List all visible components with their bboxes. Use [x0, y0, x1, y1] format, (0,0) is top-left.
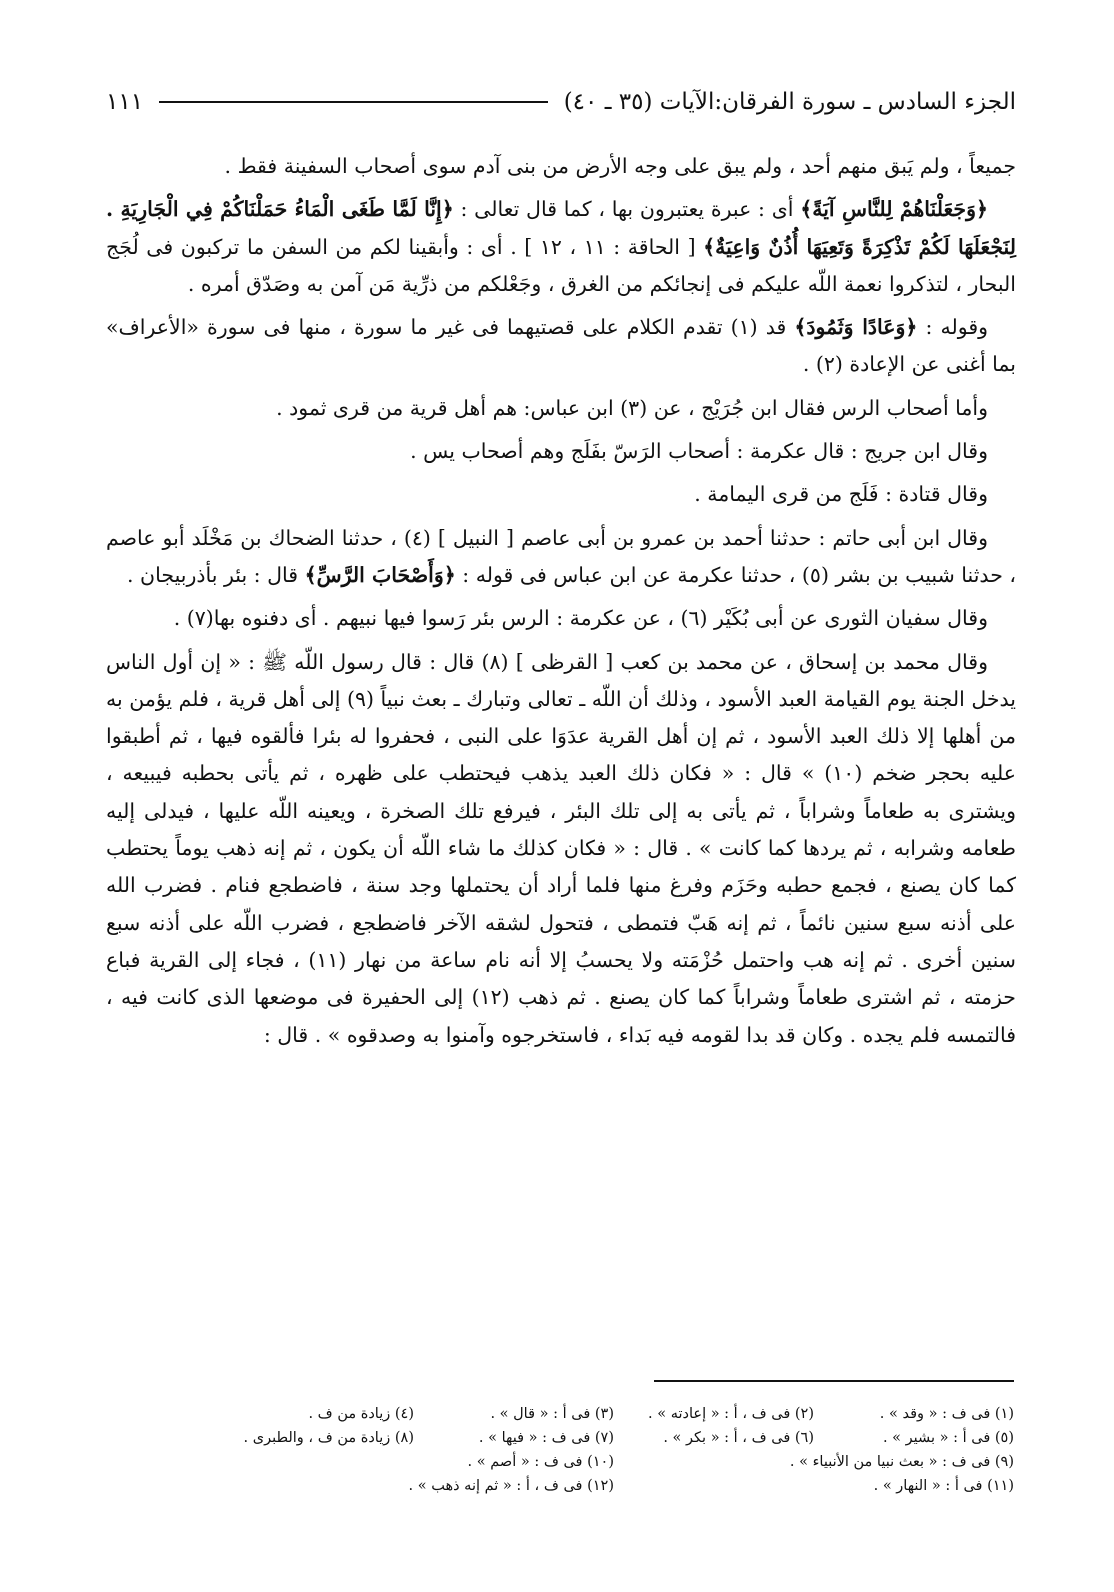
- paragraph: [106, 309, 1016, 384]
- running-header: [106, 82, 1016, 122]
- paragraph-text: قد (١) تقدم الكلام على قصتيهما فى غير ما سورة ، منها فى سورة «الأعراف» بما أغنى عن الإعادة (٢) .: [106, 315, 1016, 377]
- paragraph-text: [ الحاقة : ١١ ، ١٢ ] . أى : وأبقينا لكم من السفن ما تركبون فى لُجَج البحار ، لتذكروا نعمة اللّه عليكم فى إنجائكم من الغرق ، وجَعْلكم من ذرِّية مَن آمن به وصَدّق أمره .: [106, 234, 1016, 296]
- footnote: (٥) فى أ : « بشير » .: [882, 1430, 1014, 1446]
- paragraph-text: أى : عبرة يعتبرون بها ، كما قال تعالى :: [453, 197, 801, 222]
- footnote: (٦) فى ف ، أ : « بكر » .: [663, 1430, 814, 1446]
- paragraph: [106, 390, 1016, 427]
- paragraph: [106, 644, 1016, 1054]
- main-text: [106, 148, 1016, 1060]
- quran-verse: ﴿وَأَصْحَابَ الرَّسِّ﴾: [304, 562, 456, 587]
- page-number: ١١١: [106, 89, 144, 115]
- footnote: (١١) فى أ : « النهار » .: [873, 1478, 1014, 1494]
- footnote-separator: [654, 1380, 1014, 1382]
- footnote: (٩) فى ف : « بعث نبيا من الأنبياء » .: [789, 1454, 1014, 1470]
- header-rule: [159, 101, 548, 103]
- footnote-row: [110, 1474, 1014, 1498]
- footnote-row: [110, 1402, 1014, 1426]
- footnote: (٣) فى أ : « قال » .: [490, 1406, 614, 1422]
- paragraph-text: وقال ابن أبى حاتم : حدثنا أحمد بن عمرو بن أبى عاصم [ النبيل ] (٤) ، حدثنا الضحاك بن مَخْلَد أبو عاصم ، حدثنا شبيب بن بشر (٥) ، حدثنا عكرمة عن ابن عباس فى قوله :: [106, 525, 1016, 587]
- paragraph: [106, 600, 1016, 637]
- quran-verse: ﴿إِنَّا لَمَّا طَغَى الْمَاءُ حَمَلْنَاكُمْ فِي الْجَارِيَةِ . لِنَجْعَلَهَا لَكُمْ تَذْكِرَةً وَتَعِيَهَا أُذُنٌ وَاعِيَةٌ﴾: [106, 197, 1016, 259]
- paragraph: [106, 520, 1016, 595]
- footnote: (٧) فى ف : « فيها » .: [478, 1430, 614, 1446]
- footnote: (٨) زيادة من ف ، والطبرى .: [243, 1430, 414, 1446]
- header-title: الجزء السادس ـ سورة الفرقان:الآيات (٣٥ ـ ٤٠): [563, 89, 1016, 115]
- footnote: (٢) فى ف ، أ : « إعادته » .: [648, 1406, 814, 1422]
- paragraph-text: وأما أصحاب الرس فقال ابن جُرَيْج ، عن (٣) ابن عباس: هم أهل قرية من قرى ثمود .: [276, 395, 988, 420]
- paragraph: [106, 191, 1016, 303]
- paragraph-text: جميعاً ، ولم يَبق منهم أحد ، ولم يبق على وجه الأرض من بنى آدم سوى أصحاب السفينة فقط .: [224, 154, 1016, 178]
- paragraph: [106, 476, 1016, 513]
- paragraph-text: قال : بئر بأذربيجان .: [127, 562, 305, 587]
- footnote: (٤) زيادة من ف .: [308, 1406, 414, 1422]
- footnote: (١٠) فى ف : « أصم » .: [467, 1454, 614, 1470]
- footnote: (١٢) فى ف ، أ : « ثم إنه ذهب » .: [408, 1478, 614, 1494]
- paragraph-text: وقال ابن جريج : قال عكرمة : أصحاب الرَسّ بفَلَج وهم أصحاب يس .: [410, 439, 988, 464]
- footnote-row: [110, 1450, 1014, 1474]
- paragraph: [106, 148, 1016, 185]
- paragraph-text: وقوله :: [917, 315, 989, 340]
- footnotes: [110, 1402, 1014, 1498]
- footnote: (١) فى ف : « وقد » .: [879, 1406, 1014, 1422]
- paragraph-text: وقال محمد بن إسحاق ، عن محمد بن كعب [ القرظى ] (٨) قال : قال رسول اللّه ﷺ : « إن أول الناس يدخل الجنة يوم القيامة العبد الأسود ، وذلك أن اللّه ـ تعالى وتبارك ـ بعث نبياً (٩) إلى أهل قرية ، فلم يؤمن به من أهلها إلا ذلك العبد الأسود ، ثم إن أهل القرية عدَوَا على النبى ، فحفروا له بئرا فألقوه فيها ، ثم أطبقوا عليه بحجر ضخم (١٠) » قال : « فكان ذلك العبد يذهب فيحتطب على ظهره ، ثم يأتى بحطبه فيبيعه ، ويشترى به طعاماً وشراباً ، ثم يأتى به إلى تلك البئر ، فيرفع تلك الصخرة ، ويعينه اللّه عليها ، فيدلى إليه طعامه وشرابه ، ثم يردها كما كانت » . قال : « فكان كذلك ما شاء اللّه أن يكون ، ثم إنه ذهب يوماً يحتطب كما كان يصنع ، فجمع حطبه وحَزَم وفرغ منها فلما أراد أن يحتملها وجد سنة ، فاضطجع فنام . فضرب الله على أذنه سبع سنين نائماً ، ثم إنه هَبّ فتمطى ، فتحول لشقه الآخر فاضطجع ، فضرب اللّه على أذنه سبع سنين أخرى . ثم إنه هب واحتمل حُزْمَته ولا يحسبُ إلا أنه نام ساعة من نهار (١١) ، فجاء إلى القرية فباع حزمته ، ثم اشترى طعاماً وشراباً كما كان يصنع . ثم ذهب (١٢) إلى الحفيرة فى موضعها الذى كانت فيه ، فالتمسه فلم يجده . وكان قد بدا لقومه فيه بَداء ، فاستخرجوه وآمنوا به وصدقوه » . قال :: [106, 649, 1017, 1047]
- paragraph-text: وقال سفيان الثورى عن أبى بُكَيْر (٦) ، عن عكرمة : الرس بئر رَسوا فيها نبيهم . أى دفنوه بها(٧) .: [173, 606, 988, 631]
- paragraph-text: وقال قتادة : فَلَج من قرى اليمامة .: [694, 482, 988, 507]
- quran-verse: ﴿وَعَادًا وَثَمُودَ﴾: [794, 315, 918, 340]
- footnote-row: [110, 1426, 1014, 1450]
- quran-verse: ﴿وَجَعَلْنَاهُمْ لِلنَّاسِ آيَةً﴾: [800, 197, 988, 222]
- paragraph: [106, 433, 1016, 470]
